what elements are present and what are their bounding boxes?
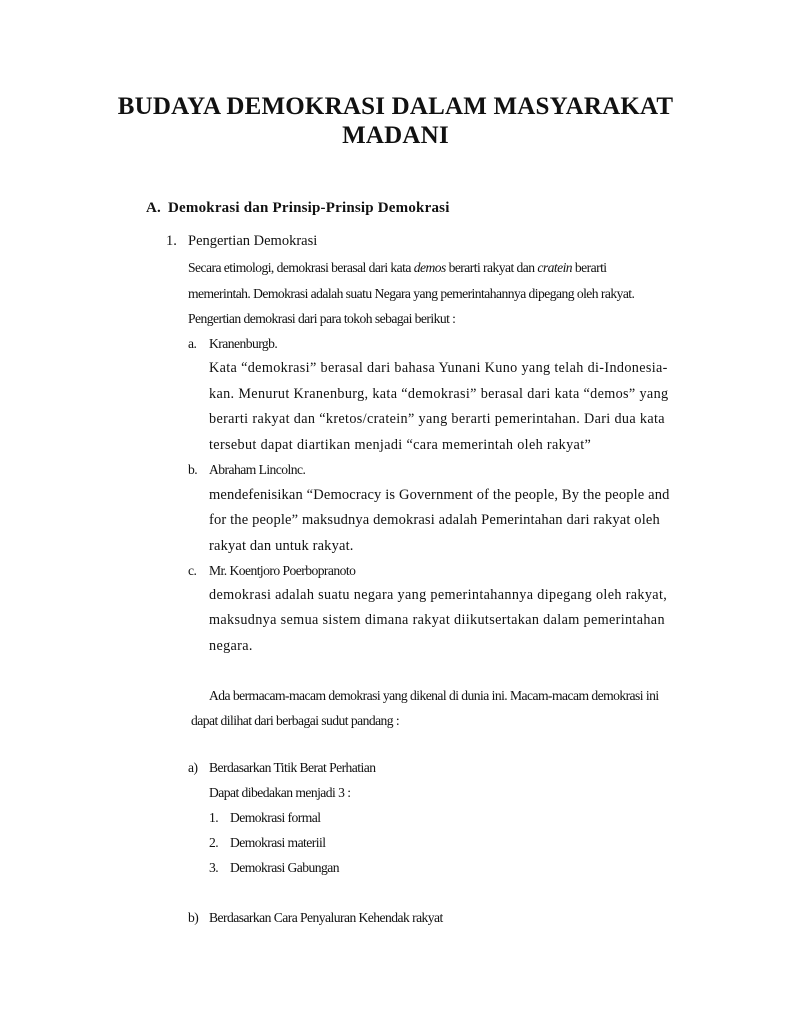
sub-a-line: tersebut dapat diartikan menjadi “cara memerintah oleh rakyat” [209,437,592,453]
sub-b-line: mendefenisikan “Democracy is Government of the people, By the people and [209,487,670,503]
sub-a-line: berarti rakyat dan “kretos/cratein” yang berarti pemerintahan. Dari dua kata [209,411,665,427]
list-item-demokrasi-gabungan: Demokrasi Gabungan [230,860,340,875]
point-a-intro: Dapat dibedakan menjadi 3 : [209,785,351,800]
list-number: 2. [209,835,219,850]
sub-b-name: Abraham Lincolnc. [209,462,306,477]
sub-a-marker: a. [188,336,197,351]
sub-c-line: maksudnya semua sistem dimana rakyat diikutsertakan dalam pemerintahan [209,612,665,628]
paragraph-etimologi [188,259,607,277]
etimologi-text-end: berarti [572,260,607,275]
sub-a-line: kan. Menurut Kranenburg, kata “demokrasi” berasal dari kata “demos” yang [209,386,669,402]
sub-c-marker: c. [188,563,197,578]
term-demos: demos [413,260,446,275]
etimologi-text-start: Secara etimologi, demokrasi berasal dari kata [188,260,414,275]
sub-b-marker: b. [188,462,198,477]
etimologi-text-mid: berarti rakyat dan [445,260,538,275]
paragraph-tokoh-intro: Pengertian demokrasi dari para tokoh sebagai berikut : [188,311,456,326]
item-1-heading: Pengertian Demokrasi [188,233,318,249]
section-a-marker: A. [146,200,161,216]
sub-c-line: negara. [209,638,253,654]
list-item-demokrasi-materiil: Demokrasi materiil [230,835,326,850]
list-number: 1. [209,810,219,825]
document-title-line-2: MADANI [342,122,449,149]
term-cratein: cratein [537,260,573,275]
section-a-heading: Demokrasi dan Prinsip-Prinsip Demokrasi [168,200,450,216]
paragraph-macam-line-2: dapat dilihat dari berbagai sudut pandang : [191,713,400,728]
list-item-demokrasi-formal: Demokrasi formal [230,810,321,825]
list-number: 3. [209,860,219,875]
paragraph-definition: memerintah. Demokrasi adalah suatu Negara yang pemerintahannya dipegang oleh rakyat. [188,286,635,301]
point-a-marker: a) [188,760,198,775]
point-b-heading: Berdasarkan Cara Penyaluran Kehendak rakyat [209,910,443,925]
sub-c-name: Mr. Koentjoro Poerbopranoto [209,563,356,578]
sub-a-line: Kata “demokrasi” berasal dari bahasa Yunani Kuno yang telah di-Indonesia- [209,360,668,376]
item-1-marker: 1. [166,233,177,249]
sub-b-line: rakyat dan untuk rakyat. [209,538,354,554]
document-title-line-1: BUDAYA DEMOKRASI DALAM MASYARAKAT [117,93,674,120]
point-a-heading: Berdasarkan Titik Berat Perhatian [209,760,376,775]
paragraph-macam-line-1: Ada bermacam-macam demokrasi yang dikenal di dunia ini. Macam-macam demokrasi ini [209,688,659,703]
sub-b-line: for the people” maksudnya demokrasi adalah Pemerintahan dari rakyat oleh [209,512,660,528]
sub-a-name: Kranenburgb. [209,336,278,351]
sub-c-line: demokrasi adalah suatu negara yang pemerintahannya dipegang oleh rakyat, [209,587,668,603]
point-b-marker: b) [188,910,199,925]
